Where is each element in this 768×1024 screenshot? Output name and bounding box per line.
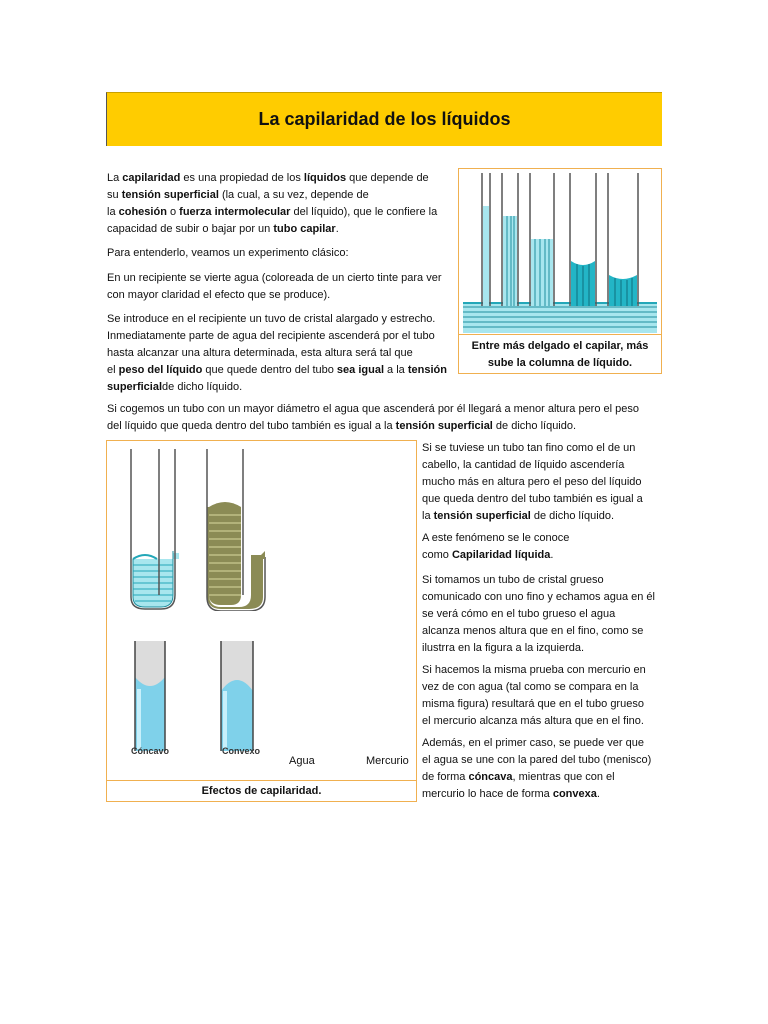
title-banner xyxy=(106,92,662,146)
label-agua: Agua xyxy=(289,755,315,767)
label-concavo: Cóncavo xyxy=(131,746,170,756)
label-convexo: Convexo xyxy=(222,746,261,756)
paragraph-experiment-intro: Para entenderlo, veamos un experimento clásico: xyxy=(107,247,349,259)
figure-effects-caption: Efectos de capilaridad. xyxy=(107,780,416,802)
paragraph-tube: Se introduce en el recipiente un tuvo de cristal alargado y estrecho. Inmediatamente parte de agua del recipiente ascenderá por el tubo hasta alcanzar una altura determinada, esta altura será tal que el peso del líquido que quede dentro del tubo sea igual a la tensión superficialde dicho líquido. xyxy=(107,313,447,393)
paragraph-wide-tube: Si cogemos un tubo con un mayor diámetro el agua que ascenderá por él llegará a menor altura pero el peso del líquido que queda dentro del tubo también es igual a la tensión superficial de dicho líquido. xyxy=(107,403,639,432)
capillary-tubes-illustration xyxy=(463,171,657,333)
side-paragraph-menisco: Además, en el primer caso, se puede ver que el agua se une con la pared del tubo (menisco) de forma cóncava, mientras que con el mercurio lo hace de forma convexa. xyxy=(422,737,652,800)
figure-capillaries-caption: Entre más delgado el capilar, más sube la columna de líquido. xyxy=(459,334,661,373)
side-paragraph-water-test: Si tomamos un tubo de cristal grueso comunicado con uno fino y echamos agua en él se verá cómo en el tubo grueso el agua alcanza menos altura que en el fino, como se ilustrra en la figura a la izquierda. xyxy=(422,574,655,654)
intro-paragraph: La capilaridad es una propiedad de los líquidos que depende de su tensión superficial (la cual, a su vez, depende de la cohesión o fuerza intermolecular del líquido), que le confiere la capacidad de subir o bajar por un tubo capilar. xyxy=(107,172,438,235)
side-paragraph-phenomenon: A este fenómeno se le conoce como Capilaridad líquida. xyxy=(422,532,570,561)
page-title: La capilaridad de los líquidos xyxy=(258,109,511,129)
figure-capillarity-effects xyxy=(106,440,417,802)
paragraph-water: En un recipiente se vierte agua (coloreada de un cierto tinte para ver con mayor claridad el efecto que se produce). xyxy=(107,272,442,301)
side-paragraph-thin-tube: Si se tuviese un tubo tan fino como el de un cabello, la cantidad de líquido ascendería mucho más en altura pero el peso del líquido que queda dentro del tubo también es igual a la tensión superficial de dicho líquido. xyxy=(422,442,643,522)
figure-capillaries xyxy=(458,168,662,374)
label-mercurio: Mercurio xyxy=(366,755,409,767)
side-paragraph-mercury-test: Si hacemos la misma prueba con mercurio en vez de con agua (tal como se compara en la misma figura) resultará que en el tubo grueso el mercurio alcanza más altura que en el fino. xyxy=(422,664,646,727)
u-tubes-illustration xyxy=(121,447,281,611)
